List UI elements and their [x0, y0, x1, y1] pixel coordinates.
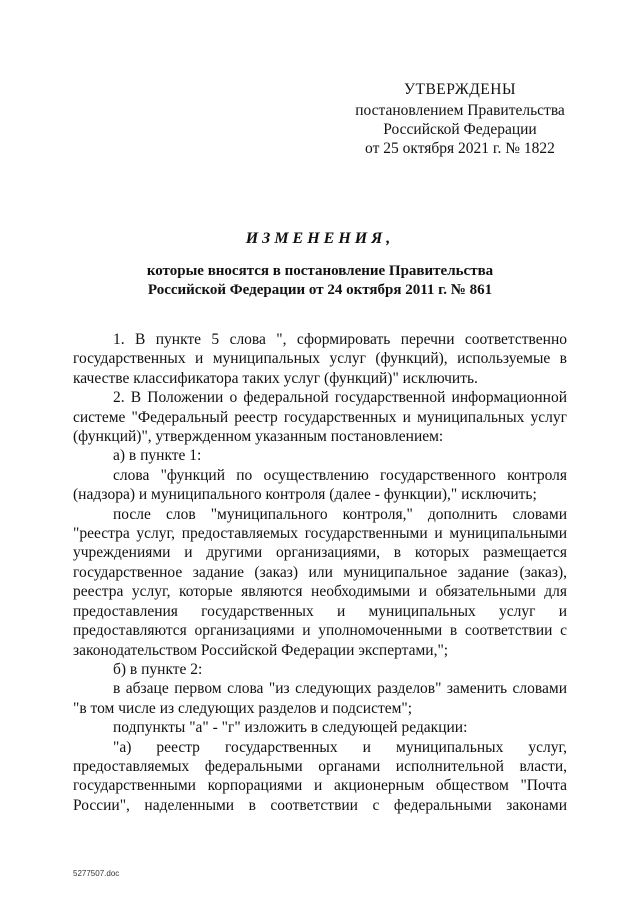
paragraph: "а) реестр государственных и муниципальных услуг, предоставляемых федеральными органами исполнительной власти, государственными корпорациями и акционерным обществом "Почта России", наделенными в соответствии с федеральными законами	[73, 738, 567, 814]
approval-line: Российской Федерации	[383, 121, 537, 138]
document-subtitle: которые вносятся в постановление Правительства	[146, 263, 494, 279]
document-subtitle: Российской Федерации от 24 октября 2011 г. № 861	[147, 282, 493, 298]
document-title-block	[70, 230, 570, 300]
paragraph: подпункты "а" - "г" изложить в следующей редакции:	[113, 719, 468, 737]
approval-date-number: от 25 октября 2021 г. № 1822	[365, 140, 555, 157]
paragraph: 1. В пункте 5 слова ", сформировать перечни соответственно государственных и муниципальных услуг (функций), используемые в качестве классификатора таких услуг (функций)" исключить.	[73, 331, 567, 387]
document-body	[73, 330, 567, 815]
paragraph: после слов "муниципального контроля," дополнить словами "реестра услуг, предоставляемых государственными и муниципальными учреждениями и другими организациями, в которых размещается государственное задание (заказ) или муниципальное задание (заказ), реестра услуг, которые являются необходимыми и обязательными для предоставления государственных и муниципальных услуг и предоставляются организациями и уполномоченными в соответствии с законодательством Российской Федерации экспертами,";	[73, 505, 567, 659]
paragraph: в абзаце первом слова "из следующих разделов" заменить словами "в том числе из следующих разделов и подсистем";	[73, 680, 567, 717]
approval-stamp	[330, 80, 590, 158]
paragraph: а) в пункте 1:	[113, 447, 202, 465]
paragraph: б) в пункте 2:	[113, 660, 203, 678]
paragraph: слова "функций по осуществлению государственного контроля (надзора) и муниципального контроля (далее - функции)," исключить;	[73, 466, 567, 504]
approval-line: постановлением Правительства	[355, 102, 565, 119]
file-name-footer: 5277507.doc	[73, 869, 120, 878]
paragraph: 2. В Положении о федеральной государственной информационной системе "Федеральный реестр государственных и муниципальных услуг (функций)", утвержденном указанным постановлением:	[73, 389, 567, 446]
document-title: ИЗМЕНЕНИЯ,	[245, 230, 395, 247]
approval-heading: УТВЕРЖДЕНЫ	[404, 81, 516, 98]
